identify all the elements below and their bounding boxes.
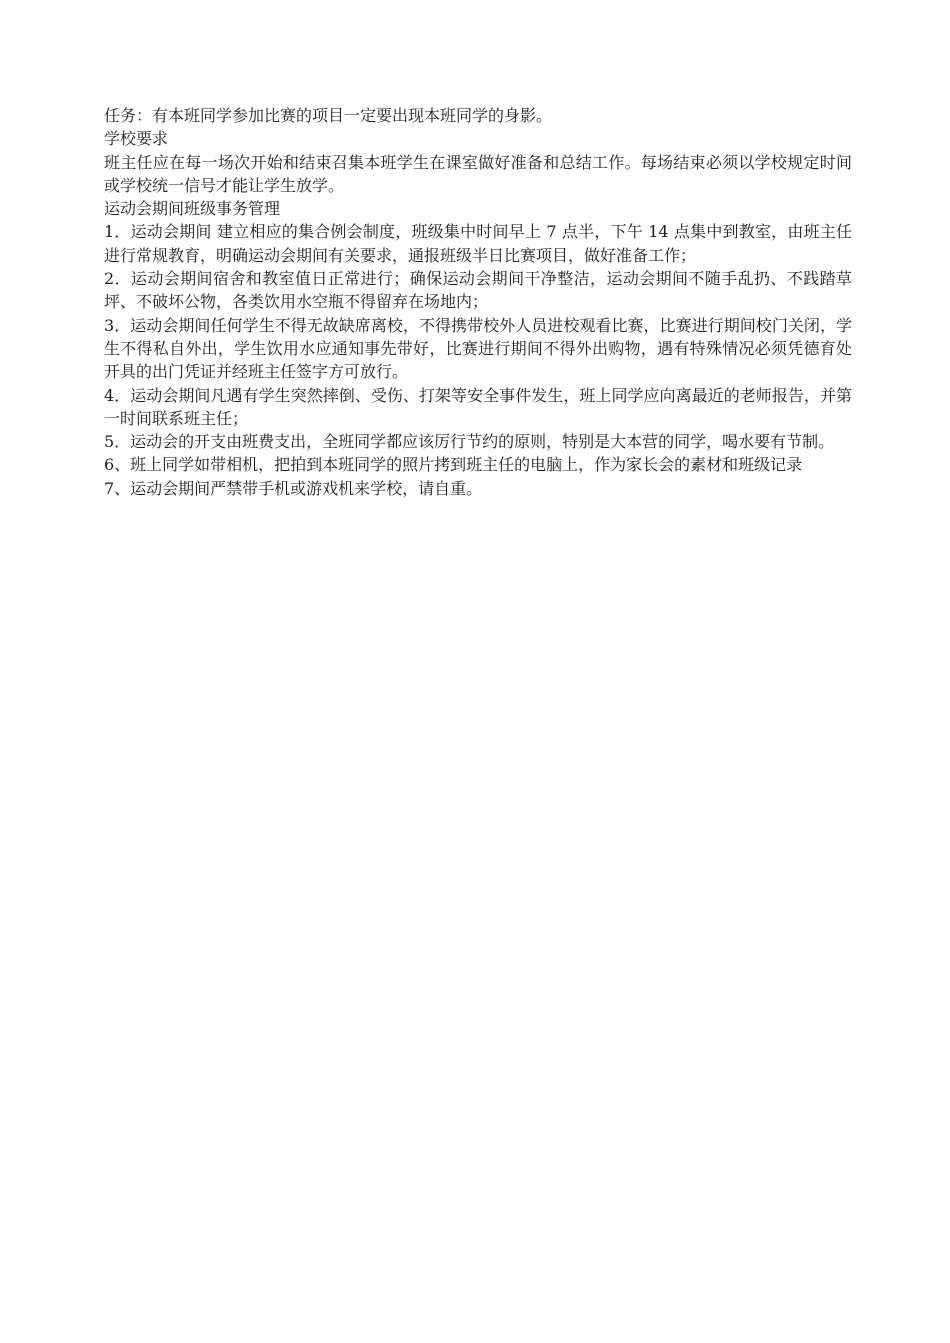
task-paragraph: 任务：有本班同学参加比赛的项目一定要出现本班同学的身影。 — [104, 106, 553, 125]
rule-item-1: 1．运动会期间 建立相应的集合例会制度，班级集中时间早上 7 点半，下午 14 点集中到教室，由班主任进行常规教育，明确运动会期间有关要求，通报班级半日比赛项目，做好准备工作； — [104, 222, 852, 265]
rule-item-6: 6、班上同学如带相机，把拍到本班同学的照片拷到班主任的电脑上，作为家长会的素材和班级记录 — [104, 455, 803, 475]
rule-item-5: 5．运动会的开支由班费支出，全班同学都应该厉行节约的原则，特别是大本营的同学，喝水要有节制。 — [104, 432, 835, 452]
rule-item-4: 4．运动会期间凡遇有学生突然摔倒、受伤、打架等安全事件发生，班上同学应向离最近的老师报告，并第一时间联系班主任； — [104, 385, 852, 428]
rule-item-2: 2．运动会期间宿舍和教室值日正常进行；确保运动会期间干净整洁，运动会期间不随手乱扔、不践踏草坪、不破坏公物，各类饮用水空瓶不得留弃在场地内； — [104, 269, 852, 312]
document-body — [104, 104, 852, 500]
requirements-paragraph: 班主任应在每一场次开始和结束召集本班学生在课室做好准备和总结工作。每场结束必须以学校规定时间或学校统一信号才能让学生放学。 — [104, 152, 852, 195]
rule-item-7: 7、运动会期间严禁带手机或游戏机来学校，请自重。 — [104, 478, 483, 498]
rule-item-3: 3．运动会期间任何学生不得无故缺席离校，不得携带校外人员进校观看比赛，比赛进行期间校门关闭，学生不得私自外出，学生饮用水应通知事先带好，比赛进行期间不得外出购物，遇有特殊情况必须凭德育处开具的出门凭证并经班主任签字方可放行。 — [104, 315, 852, 382]
class-management-heading: 运动会期间班级事务管理 — [104, 199, 281, 219]
school-requirements-heading: 学校要求 — [104, 129, 169, 149]
